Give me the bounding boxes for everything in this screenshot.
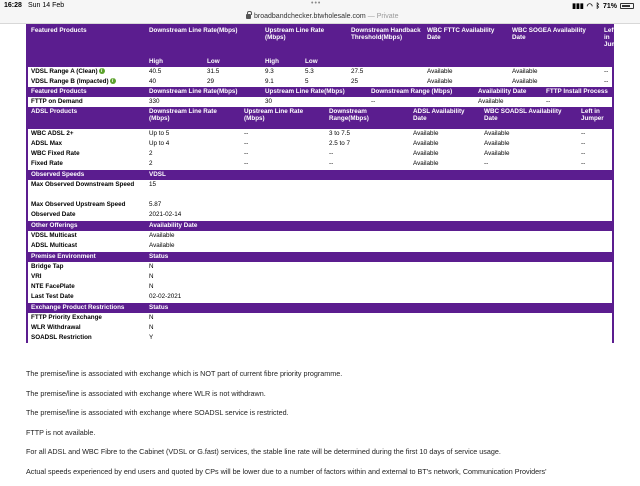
header-fttc-availability: WBC FTTC Availability Date (424, 24, 509, 56)
row-value: 15 (146, 180, 612, 200)
header-sogea-availability: WBC SOGEA Availability Date (509, 24, 601, 56)
ds-high: 40.5 (146, 67, 204, 77)
note-text: The premise/line is associated with exchange where WLR is not withdrawn. (26, 389, 636, 409)
upstream-rate: -- (241, 159, 326, 169)
table-row (28, 159, 612, 169)
left-in-jumper: -- (601, 67, 612, 77)
header-exchange-restrictions: Exchange Product Restrictions (28, 303, 146, 313)
header-premise-environment: Premise Environment (28, 252, 146, 262)
header-downstream-range: Downstream Range (Mbps) (368, 87, 475, 97)
subheader-us-high: High (262, 56, 302, 67)
row-value: N (146, 272, 612, 282)
sogea-availability: Available (509, 77, 601, 87)
subheader-ds-high: High (146, 56, 204, 67)
info-icon[interactable]: i (99, 68, 105, 74)
row-value: N (146, 262, 612, 272)
subheader-blank (509, 56, 601, 67)
status-indicators (572, 2, 634, 10)
table-row (28, 313, 612, 323)
header-downstream-range: Downstream Range(Mbps) (326, 107, 410, 129)
row-value: N (146, 323, 612, 333)
product-name: FTTP on Demand (28, 97, 146, 107)
sogea-availability: Available (509, 67, 601, 77)
row-value: Y (146, 333, 612, 343)
row-value: Available (146, 231, 612, 241)
table-row (28, 129, 612, 139)
left-in-jumper: -- (578, 159, 612, 169)
ds-high: 40 (146, 77, 204, 87)
checker-report (26, 24, 614, 343)
row-label: Max Observed Upstream Speed (28, 200, 146, 210)
product-name: ADSL Max (28, 139, 146, 149)
ds-low: 31.5 (204, 67, 262, 77)
header-upstream-rate: Upstream Line Rate(Mbps) (262, 87, 368, 97)
subheader-ds-low: Low (204, 56, 262, 67)
us-low: 5 (302, 77, 348, 87)
soadsl-availability: Available (481, 139, 578, 149)
downstream-rate: Up to 5 (146, 129, 241, 139)
row-label: NTE FacePlate (28, 282, 146, 292)
product-name: Fixed Rate (28, 159, 146, 169)
other-offerings-table (28, 221, 612, 251)
row-value: 02-02-2021 (146, 292, 612, 302)
header-availability-date: Availability Date (146, 221, 612, 231)
table-row (28, 231, 612, 241)
fttc-availability: Available (424, 67, 509, 77)
clock: 16:28 (4, 2, 22, 9)
header-upstream-rate: Upstream Line Rate (Mbps) (262, 24, 348, 56)
table-row (28, 149, 612, 159)
left-in-jumper: -- (578, 129, 612, 139)
product-name: VDSL Range B (Impacted) i (28, 77, 146, 87)
us-low: 5.3 (302, 67, 348, 77)
subheader-blank (424, 56, 509, 67)
wifi-icon: ◠ (587, 2, 593, 10)
downstream-rate: Up to 4 (146, 139, 241, 149)
row-label: VRI (28, 272, 146, 282)
header-install-process: FTTP Install Process (543, 87, 612, 97)
header-featured-products: Featured Products (28, 87, 146, 97)
signal-icon: ▮▮▮ (572, 2, 584, 10)
left-in-jumper: -- (578, 139, 612, 149)
battery-icon (620, 3, 634, 9)
availability: Available (475, 97, 543, 107)
note-text: For all ADSL and WBC Fibre to the Cabinet (VDSL or G.fast) services, the stable line rate will be determined during the first 10 days of service usage. (26, 447, 636, 467)
adsl-availability: Available (410, 129, 481, 139)
row-value: 2021-02-14 (146, 210, 612, 220)
subheader-blank (348, 56, 424, 67)
row-label: Observed Date (28, 210, 146, 220)
us-high: 9.3 (262, 67, 302, 77)
table-row (28, 282, 612, 292)
downstream-rate: 330 (146, 97, 262, 107)
date: Sun 14 Feb (28, 2, 64, 9)
product-name: VDSL Range A (Clean) i (28, 67, 146, 77)
header-other-offerings: Other Offerings (28, 221, 146, 231)
private-mode-label: Private (377, 13, 399, 20)
observed-speeds-table (28, 170, 612, 220)
adsl-availability: Available (410, 159, 481, 169)
bluetooth-icon: ᛒ (596, 3, 600, 10)
row-label: WLR Withdrawal (28, 323, 146, 333)
row-label: SOADSL Restriction (28, 333, 146, 343)
adsl-availability: Available (410, 139, 481, 149)
header-availability-date: Availability Date (475, 87, 543, 97)
table-row (28, 323, 612, 333)
status-bar (0, 0, 640, 11)
downstream-rate: 2 (146, 159, 241, 169)
header-adsl-availability: ADSL Availability Date (410, 107, 481, 129)
url-field[interactable] (246, 13, 398, 20)
subheader-us-low: Low (302, 56, 348, 67)
adsl-table (28, 107, 612, 169)
header-vdsl: VDSL (146, 170, 612, 180)
downstream-range: -- (326, 159, 410, 169)
note-text: FTTP is not available. (26, 428, 636, 448)
install-process: -- (543, 97, 612, 107)
header-downstream-rate: Downstream Line Rate(Mbps) (146, 24, 262, 56)
upstream-rate: -- (241, 149, 326, 159)
row-value: 5.87 (146, 200, 612, 210)
notes-section (26, 369, 636, 486)
row-label: Last Test Date (28, 292, 146, 302)
table-row (28, 292, 612, 302)
header-observed-speeds: Observed Speeds (28, 170, 146, 180)
table-row (28, 97, 612, 107)
downstream-rate: 2 (146, 149, 241, 159)
left-in-jumper: -- (601, 77, 612, 87)
note-text: The premise/line is associated with exchange where SOADSL service is restricted. (26, 408, 636, 428)
header-upstream-rate: Upstream Line Rate (Mbps) (241, 107, 326, 129)
soadsl-availability: Available (481, 149, 578, 159)
us-high: 9.1 (262, 77, 302, 87)
url-separator: — (368, 13, 375, 20)
fttc-availability: Available (424, 77, 509, 87)
premise-environment-table (28, 252, 612, 302)
upstream-rate: -- (241, 129, 326, 139)
downstream-range: -- (326, 149, 410, 159)
product-name: WBC Fixed Rate (28, 149, 146, 159)
table-row (28, 241, 612, 251)
header-soadsl-availability: WBC SOADSL Availability Date (481, 107, 578, 129)
battery-percent: 71% (603, 3, 617, 10)
adsl-availability: Available (410, 149, 481, 159)
fttp-table (28, 87, 612, 107)
featured-products-table (28, 24, 612, 87)
info-icon[interactable]: i (110, 78, 116, 84)
downstream-range: 3 to 7.5 (326, 129, 410, 139)
table-row (28, 180, 612, 200)
left-in-jumper: -- (578, 149, 612, 159)
ds-low: 29 (204, 77, 262, 87)
threshold: 25 (348, 77, 424, 87)
header-featured-products: Featured Products (28, 24, 146, 56)
soadsl-availability: -- (481, 159, 578, 169)
note-text: Actual speeds experienced by end users and quoted by CPs will be lower due to a number of factors within and external to BT's network, Communication Providers' (26, 467, 636, 486)
multitasking-dots-icon[interactable]: ••• (311, 0, 321, 7)
header-status: Status (146, 303, 612, 313)
table-row (28, 262, 612, 272)
product-name: WBC ADSL 2+ (28, 129, 146, 139)
note-text: The premise/line is associated with exchange which is NOT part of current fibre priority programme. (26, 369, 636, 389)
threshold: 27.5 (348, 67, 424, 77)
subheader-blank (28, 56, 146, 67)
table-row (28, 333, 612, 343)
row-label: VDSL Multicast (28, 231, 146, 241)
table-row (28, 139, 612, 149)
upstream-rate: 30 (262, 97, 368, 107)
soadsl-availability: Available (481, 129, 578, 139)
header-adsl-products: ADSL Products (28, 107, 146, 129)
row-label: ADSL Multicast (28, 241, 146, 251)
header-downstream-rate: Downstream Line Rate(Mbps) (146, 87, 262, 97)
table-row (28, 210, 612, 220)
row-label: Max Observed Downstream Speed (28, 180, 146, 200)
row-value: Available (146, 241, 612, 251)
upstream-rate: -- (241, 139, 326, 149)
lock-icon (246, 14, 251, 19)
subheader-blank (601, 56, 612, 67)
exchange-restrictions-table (28, 303, 612, 343)
row-label: FTTP Priority Exchange (28, 313, 146, 323)
row-value: N (146, 313, 612, 323)
row-label: Bridge Tap (28, 262, 146, 272)
header-handback-threshold: Downstream Handback Threshold(Mbps) (348, 24, 424, 56)
address-bar[interactable] (0, 11, 640, 24)
downstream-range: -- (368, 97, 475, 107)
table-row (28, 200, 612, 210)
header-left-in-jumper: Left in Jumper (578, 107, 612, 129)
header-downstream-rate: Downstream Line Rate (Mbps) (146, 107, 241, 129)
table-row (28, 272, 612, 282)
row-value: N (146, 282, 612, 292)
url-text: broadbandchecker.btwholesale.com (254, 13, 366, 20)
table-row (28, 77, 612, 87)
header-left-in-jumper: Left in Jumper (601, 24, 612, 56)
downstream-range: 2.5 to 7 (326, 139, 410, 149)
table-row (28, 67, 612, 77)
header-status: Status (146, 252, 612, 262)
